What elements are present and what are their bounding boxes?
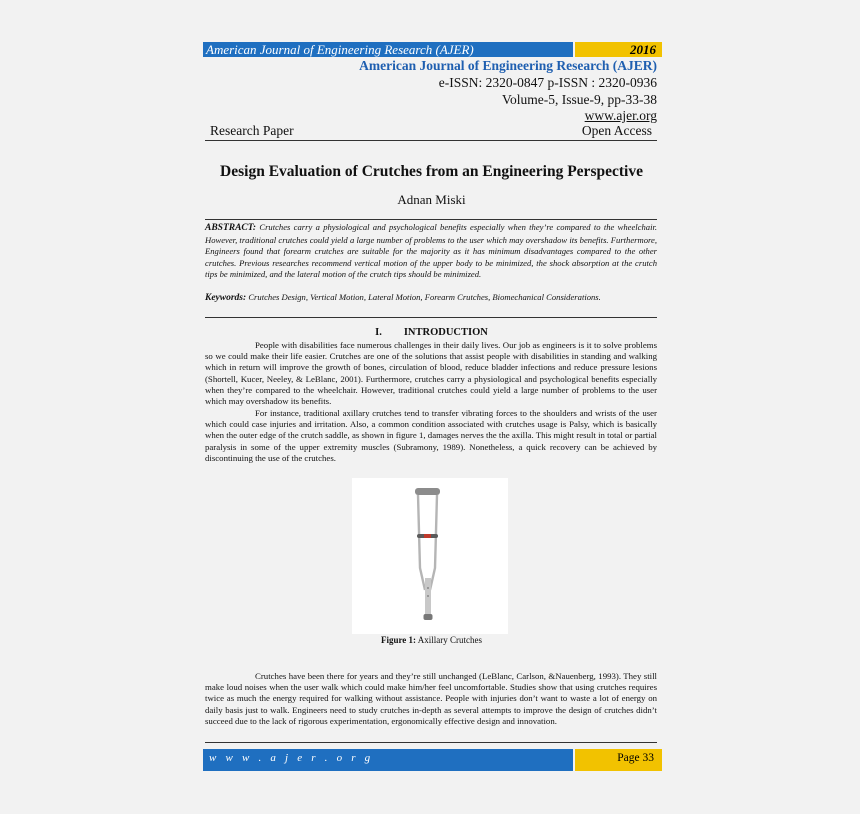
header-year: 2016 bbox=[630, 42, 656, 57]
paragraph-3-text: Crutches have been there for years and they’re still unchanged (LeBlanc, Carlson, &Nauenberg, 1993). They still make loud noises when the user walk which could make him/her feel uncomfortable. Studies show that using crutches requires twice as much the energy required for walking without assistance. People with injuries don’t want to waste a lot of energy on daily basis just to walk. Engineers need to study crutches in-depth as several attempts to improve the design of crutches didn’t succeed due to the lack of rigorous experimentation, ergonomically effective design and innovation. bbox=[205, 671, 657, 726]
volume-line: Volume-5, Issue-9, pp-33-38 bbox=[502, 92, 657, 107]
paragraph-3 bbox=[205, 671, 657, 727]
crutch-illustration bbox=[352, 478, 508, 634]
header-bar bbox=[203, 42, 662, 57]
footer-rule bbox=[205, 742, 657, 743]
keywords-text: Crutches Design, Vertical Motion, Lateral Motion, Forearm Crutches, Biomechanical Considerations. bbox=[248, 292, 601, 302]
section-number: I. bbox=[375, 327, 382, 338]
footer-bar-blue bbox=[203, 749, 573, 771]
paragraph-1-text: People with disabilities face numerous challenges in their daily lives. Our job as engineers is it to solve problems so we could make their life easier. Crutches are one of the solutions that assist people with disabilities in standing and walking which in return will improve the growth of bones, circulation of blood, reduce bladder infections and reduce pressure lesions (Shortell, Kucer, Neeley, & LeBlanc, 2001). Furthermore, crutches carry a physiological and psychological benefits especially when they’re compared to the wheelchair. However, traditional crutches could yield a large number of problems to the user which may overshadow its benefits. bbox=[205, 340, 657, 407]
page-number: Page 33 bbox=[617, 752, 654, 764]
access-type: Open Access bbox=[581, 123, 652, 138]
crutch-saddle bbox=[415, 488, 440, 495]
abstract bbox=[205, 222, 657, 281]
crutch-grip-accent bbox=[424, 534, 431, 538]
keywords-label: Keywords: bbox=[205, 293, 247, 303]
abstract-box bbox=[205, 219, 657, 318]
journal-name: American Journal of Engineering Research (AJER) bbox=[359, 58, 657, 73]
paragraph-1 bbox=[205, 340, 657, 407]
figure-caption bbox=[203, 635, 660, 645]
paper-type-row bbox=[205, 123, 657, 141]
website-link[interactable]: www.ajer.org bbox=[584, 108, 657, 123]
footer-url[interactable]: w w w . a j e r . o r g bbox=[209, 752, 374, 764]
figure-caption-text: Axillary Crutches bbox=[417, 635, 483, 645]
issn-line: e-ISSN: 2320-0847 p-ISSN : 2320-0936 bbox=[438, 75, 657, 90]
header-bar-blue bbox=[203, 42, 573, 57]
footer-bar-yellow bbox=[575, 749, 662, 771]
figure-label: Figure 1: bbox=[380, 635, 417, 645]
section-title: INTRODUCTION bbox=[403, 327, 488, 338]
paper-type: Research Paper bbox=[210, 123, 294, 138]
abstract-label: ABSTRACT: bbox=[205, 223, 257, 233]
article-author: Adnan Miski bbox=[397, 192, 466, 207]
section-heading bbox=[203, 327, 660, 338]
figure-crutch-image bbox=[352, 478, 508, 634]
paragraph-2 bbox=[205, 408, 657, 464]
keywords bbox=[205, 292, 657, 305]
header-journal-title: American Journal of Engineering Research (AJER) bbox=[206, 42, 474, 57]
crutch-tip bbox=[424, 614, 433, 620]
article-title: Design Evaluation of Crutches from an Engineering Perspective bbox=[220, 163, 643, 180]
header-bar-yellow bbox=[575, 42, 662, 57]
abstract-text: Crutches carry a physiological and psychological benefits especially when they’re compared to the wheelchair. However, traditional crutches could yield a large number of problems to the user which may overshadow its benefits. Furthermore, Engineers found that forearm crutches are suitable for the majority as it has minimum disadvantages compared to the other crutches. Previous researches recommend vertical motion of the upper body to be minimized, the shock absorption at the crutch tips be minimized, and the lateral motion of the crutch tips should be minimized. bbox=[205, 222, 657, 280]
paragraph-2-text: For instance, traditional axillary crutches tend to transfer vibrating forces to the shoulders and wrists of the user which could case injuries and irritation. Also, a common condition associated with crutches usage is Palsy, which is basically when the outer edge of the crutch saddle, as shown in figure 1, damages nerves the the axilla. This might result in total or partial paralysis in some of the upper extremity muscles (Subramony, 1989). Nonetheless, a quick recovery can be achieved by discontinuing the use of the crutches. bbox=[205, 408, 657, 463]
footer-bar bbox=[203, 749, 662, 771]
